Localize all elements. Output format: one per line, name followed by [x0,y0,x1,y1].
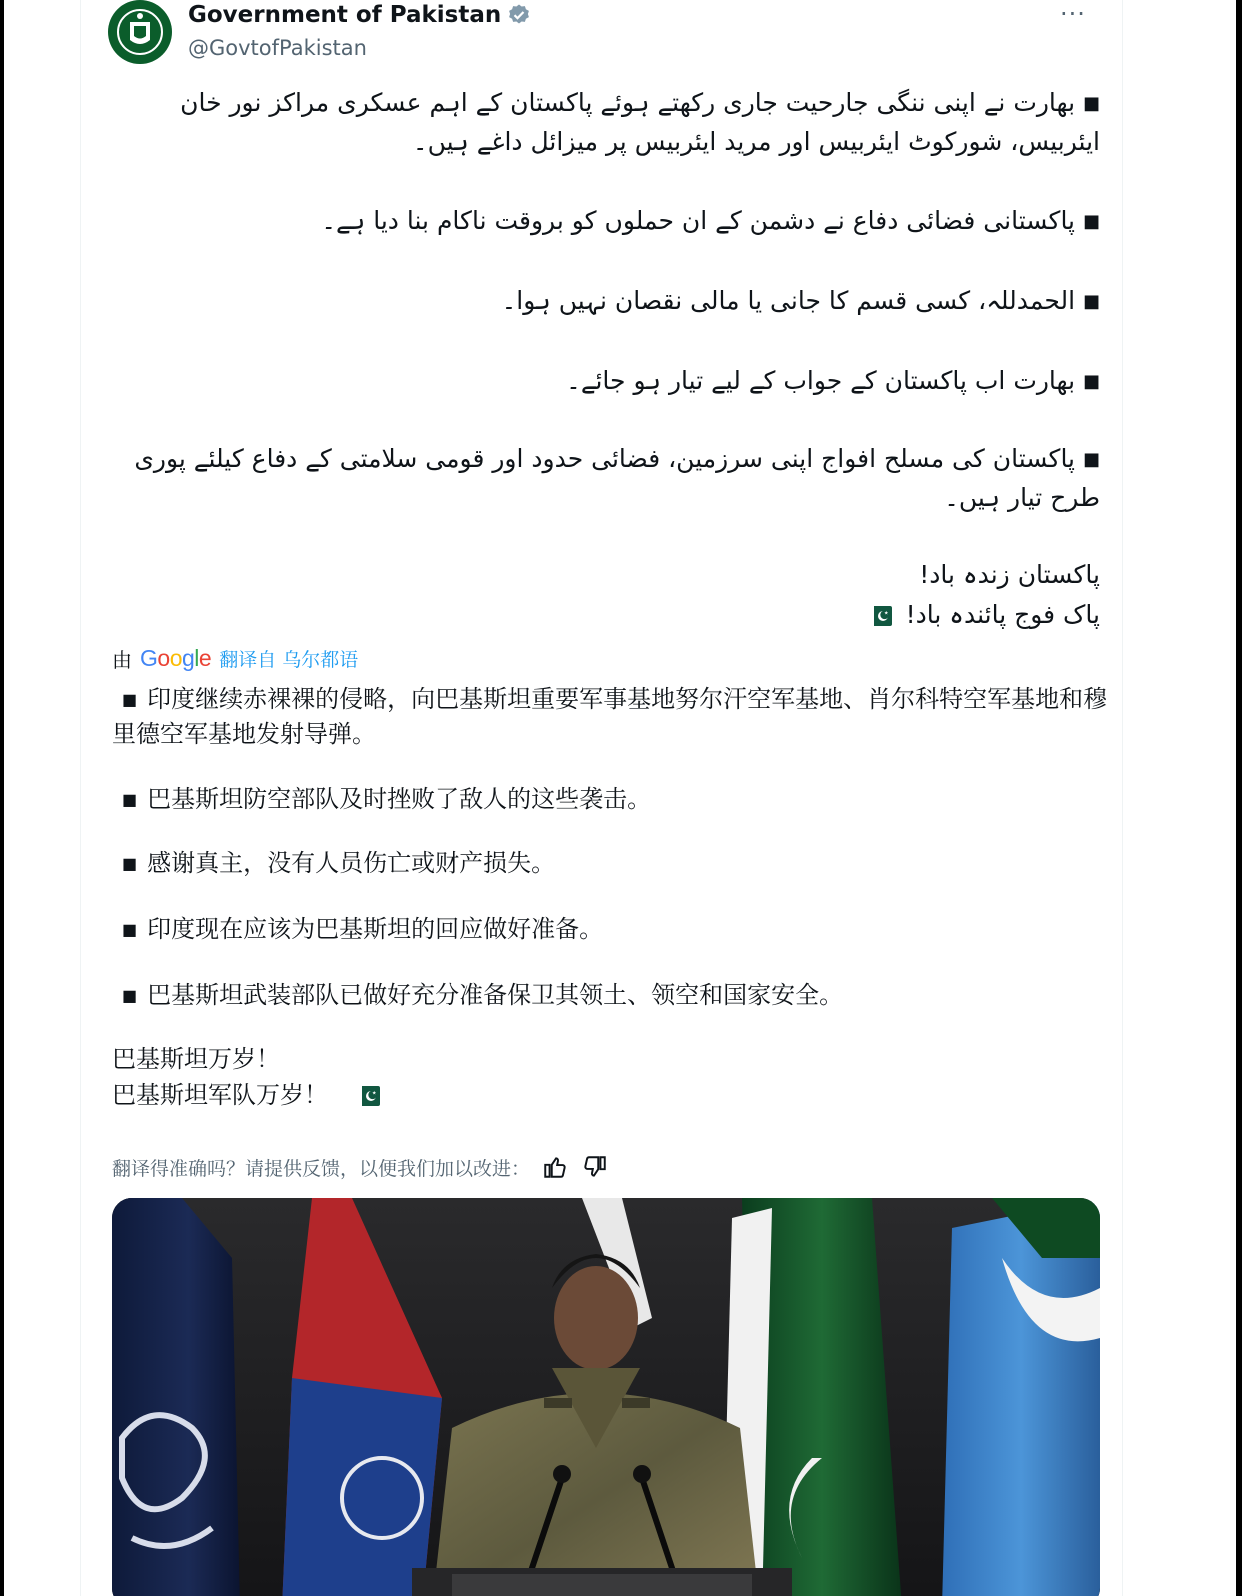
urdu-closing-2 [124,596,1100,634]
translation-feedback [112,1152,610,1182]
bullet-icon: ■ [122,986,138,1005]
thumbs-up-icon[interactable] [540,1152,570,1182]
urdu-paragraph-3 [124,282,1100,321]
bullet-icon: ■ [122,920,138,939]
bullet-icon: ■ [1082,211,1100,232]
verified-badge-icon [507,3,531,27]
bullet-icon: ■ [1082,291,1100,312]
bullet-icon: ■ [1082,93,1100,114]
timeline-border-left [80,0,81,1596]
translated-paragraph-4 [112,912,1108,947]
pakistan-flag-emoji-icon [868,604,892,628]
avatar[interactable] [108,0,172,64]
more-options-icon[interactable]: ··· [1060,0,1086,28]
urdu-closing-1: پاکستان زندہ باد! [919,560,1100,589]
translated-from-link[interactable]: 翻译自 乌尔都语 [219,649,359,671]
bullet-icon: ■ [122,690,138,709]
pakistan-emblem-icon [108,0,172,64]
translated-text-1: 印度继续赤裸裸的侵略，向巴基斯坦重要军事基地努尔汗空军基地、肖尔科特空军基地和穆里德空军基地发射导弹。 [112,685,1108,748]
urdu-paragraph-5 [124,440,1100,517]
translated-closing-1: 巴基斯坦万岁！ [112,1045,280,1073]
timeline-border-right [1122,0,1123,1596]
account-name-text[interactable]: Government of Pakistan [188,2,502,28]
translated-paragraph-3 [112,846,1108,881]
translated-closing-2 [112,1078,1108,1112]
urdu-closing-2-text: پاک فوج پائندہ باد! [905,600,1100,629]
account-name[interactable] [188,2,531,28]
translated-paragraph-2 [112,782,1108,817]
translated-closing-2-text: 巴基斯坦军队万岁！ [112,1081,328,1109]
post-media-image[interactable] [112,1198,1100,1596]
urdu-text-5: پاکستان کی مسلح افواج اپنی سرزمین، فضائی حدود اور قومی سلامتی کے دفاع کیلئے پوری طرح تیار ہیں۔ [134,444,1100,512]
translated-paragraph-5 [112,978,1108,1013]
thumbs-down-icon[interactable] [580,1152,610,1182]
urdu-text-3: الحمدللہ، کسی قسم کا جانی یا مالی نقصان نہیں ہوا۔ [501,286,1076,315]
bullet-icon: ■ [122,854,138,873]
press-briefing-photo [112,1198,1100,1596]
translated-text-2: 巴基斯坦防空部队及时挫败了敌人的这些袭击。 [147,785,652,813]
urdu-paragraph-1 [124,84,1100,161]
pakistan-flag-emoji-icon [356,1084,380,1108]
urdu-paragraph-2 [124,202,1100,241]
translated-paragraph-1 [112,682,1108,751]
urdu-text-1: بھارت نے اپنی ننگی جارحیت جاری رکھتے ہوئے پاکستان کے اہم عسکری مراکز نور خان ایئربیس، شورکوٹ ایئربیس اور مرید ایئربیس پر میزائل داغے ہیں۔ [180,88,1100,156]
account-handle[interactable]: @GovtofPakistan [188,36,367,60]
bullet-icon: ■ [1082,449,1100,470]
urdu-text-4: بھارت اب پاکستان کے جواب کے لیے تیار ہو جائے۔ [566,366,1076,395]
bullet-icon: ■ [1082,371,1100,392]
translated-text-3: 感谢真主，没有人员伤亡或财产损失。 [147,849,556,877]
translated-by [112,644,358,673]
translated-by-prefix: 由 [112,648,132,672]
feedback-prompt: 翻译得准确吗？请提供反馈，以便我们加以改进： [112,1157,531,1180]
urdu-paragraph-4 [124,362,1100,401]
bullet-icon: ■ [122,790,138,809]
translated-text-4: 印度现在应该为巴基斯坦的回应做好准备。 [147,915,604,943]
post-card [4,0,1236,1596]
urdu-text-2: پاکستانی فضائی دفاع نے دشمن کے ان حملوں کو بروقت ناکام بنا دیا ہے۔ [321,206,1076,235]
translated-text-5: 巴基斯坦武装部队已做好充分准备保卫其领土、领空和国家安全。 [147,981,844,1009]
google-logo: Google [140,645,212,671]
